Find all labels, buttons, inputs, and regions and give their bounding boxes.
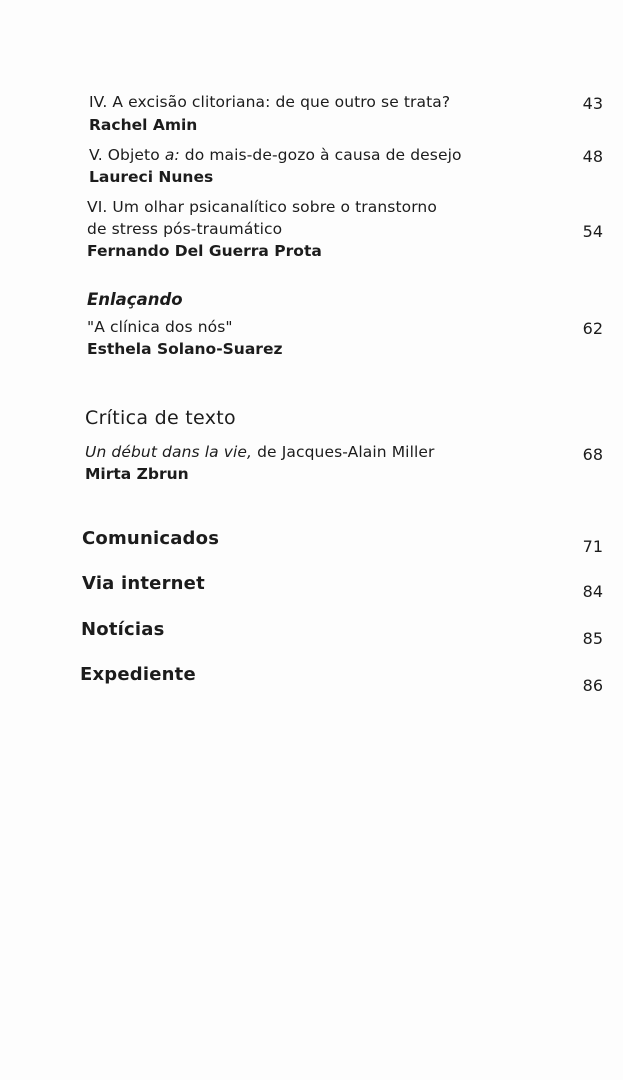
entry-title-prefix: V. Objeto (89, 146, 165, 164)
entry-page-number: 43 (582, 94, 603, 113)
entry-title-line-1: VI. Um olhar psicanalítico sobre o transtorno (87, 198, 437, 216)
entry-author: Esthela Solano-Suarez (87, 340, 283, 358)
entry-page-number: 68 (582, 445, 603, 464)
entry-title-italic: a: (164, 146, 180, 164)
entry-author: Laureci Nunes (89, 168, 214, 186)
entry-author: Mirta Zbrun (85, 465, 189, 483)
entry-author: Fernando Del Guerra Prota (87, 242, 322, 260)
item-label: Notícias (81, 619, 165, 640)
section-heading: Enlaçando (87, 290, 183, 309)
entry-page-number: 62 (582, 319, 603, 338)
entry-page-number: 48 (582, 147, 603, 166)
entry-title: IV. A excisão clitoriana: de que outro se trata? (89, 93, 451, 111)
section-heading: Crítica de texto (85, 407, 236, 429)
item-page-number: 86 (582, 676, 603, 695)
item-label: Comunicados (82, 528, 220, 549)
entry-page-number: 54 (582, 222, 603, 241)
item-page-number: 71 (582, 537, 603, 556)
entry-title (85, 443, 435, 461)
entry-title: "A clínica dos nós" (87, 318, 233, 336)
entry-title-line-2: de stress pós-traumático (87, 220, 283, 238)
item-page-number: 84 (582, 582, 603, 601)
item-page-number: 85 (582, 629, 603, 648)
entry-title-suffix: de Jacques-Alain Miller (252, 443, 435, 461)
item-label: Expediente (80, 664, 196, 685)
entry-title-italic: Un début dans la vie, (85, 443, 253, 461)
entry-author: Rachel Amin (89, 116, 198, 134)
entry-title (89, 146, 462, 164)
item-label: Via internet (82, 573, 205, 594)
entry-title-suffix: do mais-de-gozo à causa de desejo (179, 146, 462, 164)
